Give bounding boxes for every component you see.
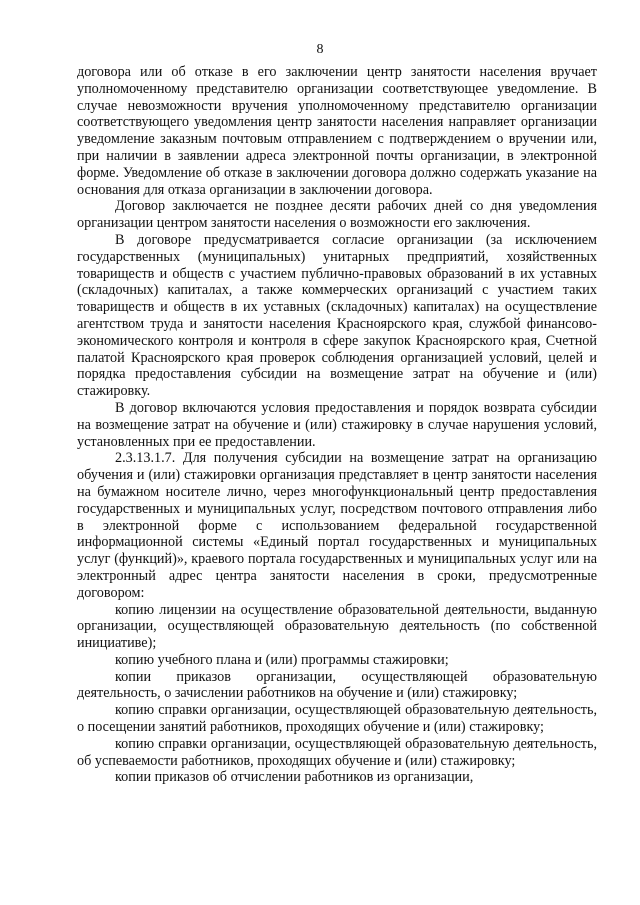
page-number: 8 — [316, 42, 324, 57]
list-item: копии приказов организации, осуществляющей образовательную деятельность, о зачислении работников на обучение и (или) стажировку; — [77, 668, 597, 702]
list-item: копию лицензии на осуществление образовательной деятельности, выданную организации, осуществляющей образовательную деятельность (по собственной инициативе); — [77, 601, 597, 652]
paragraph: договора или об отказе в его заключении центр занятости населения вручает уполномоченному представителю организации соответствующее уведомление. В случае невозможности вручения уполномоченному представителю организации соответствующего уведомления центр занятости населения направляет организации уведомление заказным почтовым отправлением с подтверждением о вручении или, при наличии в заявлении адреса электронной почты организации, в электронной форме. Уведомление об отказе в заключении договора должно содержать указание на основания для отказа организации в заключении договора. — [77, 64, 597, 198]
list-item: копию справки организации, осуществляющей образовательную деятельность, об успеваемости работников, проходящих обучение и (или) стажировку; — [77, 735, 597, 769]
list-item: копию справки организации, осуществляющей образовательную деятельность, о посещении занятий работников, проходящих обучение и (или) стажировку; — [77, 702, 597, 736]
paragraph: Договор заключается не позднее десяти рабочих дней со дня уведомления организации центром занятости населения о возможности его заключения. — [77, 198, 597, 232]
paragraph: В договор включаются условия предоставления и порядок возврата субсидии на возмещение затрат на обучение и (или) стажировку в случае нарушения условий, установленных при ее предоставлении. — [77, 399, 597, 450]
paragraph: 2.3.13.1.7. Для получения субсидии на возмещение затрат на организацию обучения и (или) стажировки организация представляет в центр занятости населения на бумажном носителе лично, через многофункциональный центр предоставления государственных и муниципальных услуг, посредством почтового отправления либо в электронной форме с использованием федеральной государственной информационной системы «Единый портал государственных и муниципальных услуг (функций)», краевого портала государственных и муниципальных услуг или на электронный адрес центра занятости населения в сроки, предусмотренные договором: — [77, 450, 597, 601]
paragraph: В договоре предусматривается согласие организации (за исключением государственных (муниципальных) унитарных предприятий, хозяйственных товариществ и обществ с участием публично-правовых образований в их уставных (складочных) капиталах, а также коммерческих организаций с участием таких товариществ и обществ в их уставных (складочных) капиталах) на осуществление агентством труда и занятости населения Красноярского края, службой финансово-экономического контроля и контроля в сфере закупок Красноярского края, Счетной палатой Красноярского края проверок соблюдения организацией условий, целей и порядка предоставления субсидии на возмещение затрат на обучение и (или) стажировку. — [77, 231, 597, 400]
document-body — [77, 64, 597, 786]
list-item: копии приказов об отчислении работников из организации, — [115, 769, 474, 786]
list-item: копию учебного плана и (или) программы стажировки; — [115, 651, 449, 668]
